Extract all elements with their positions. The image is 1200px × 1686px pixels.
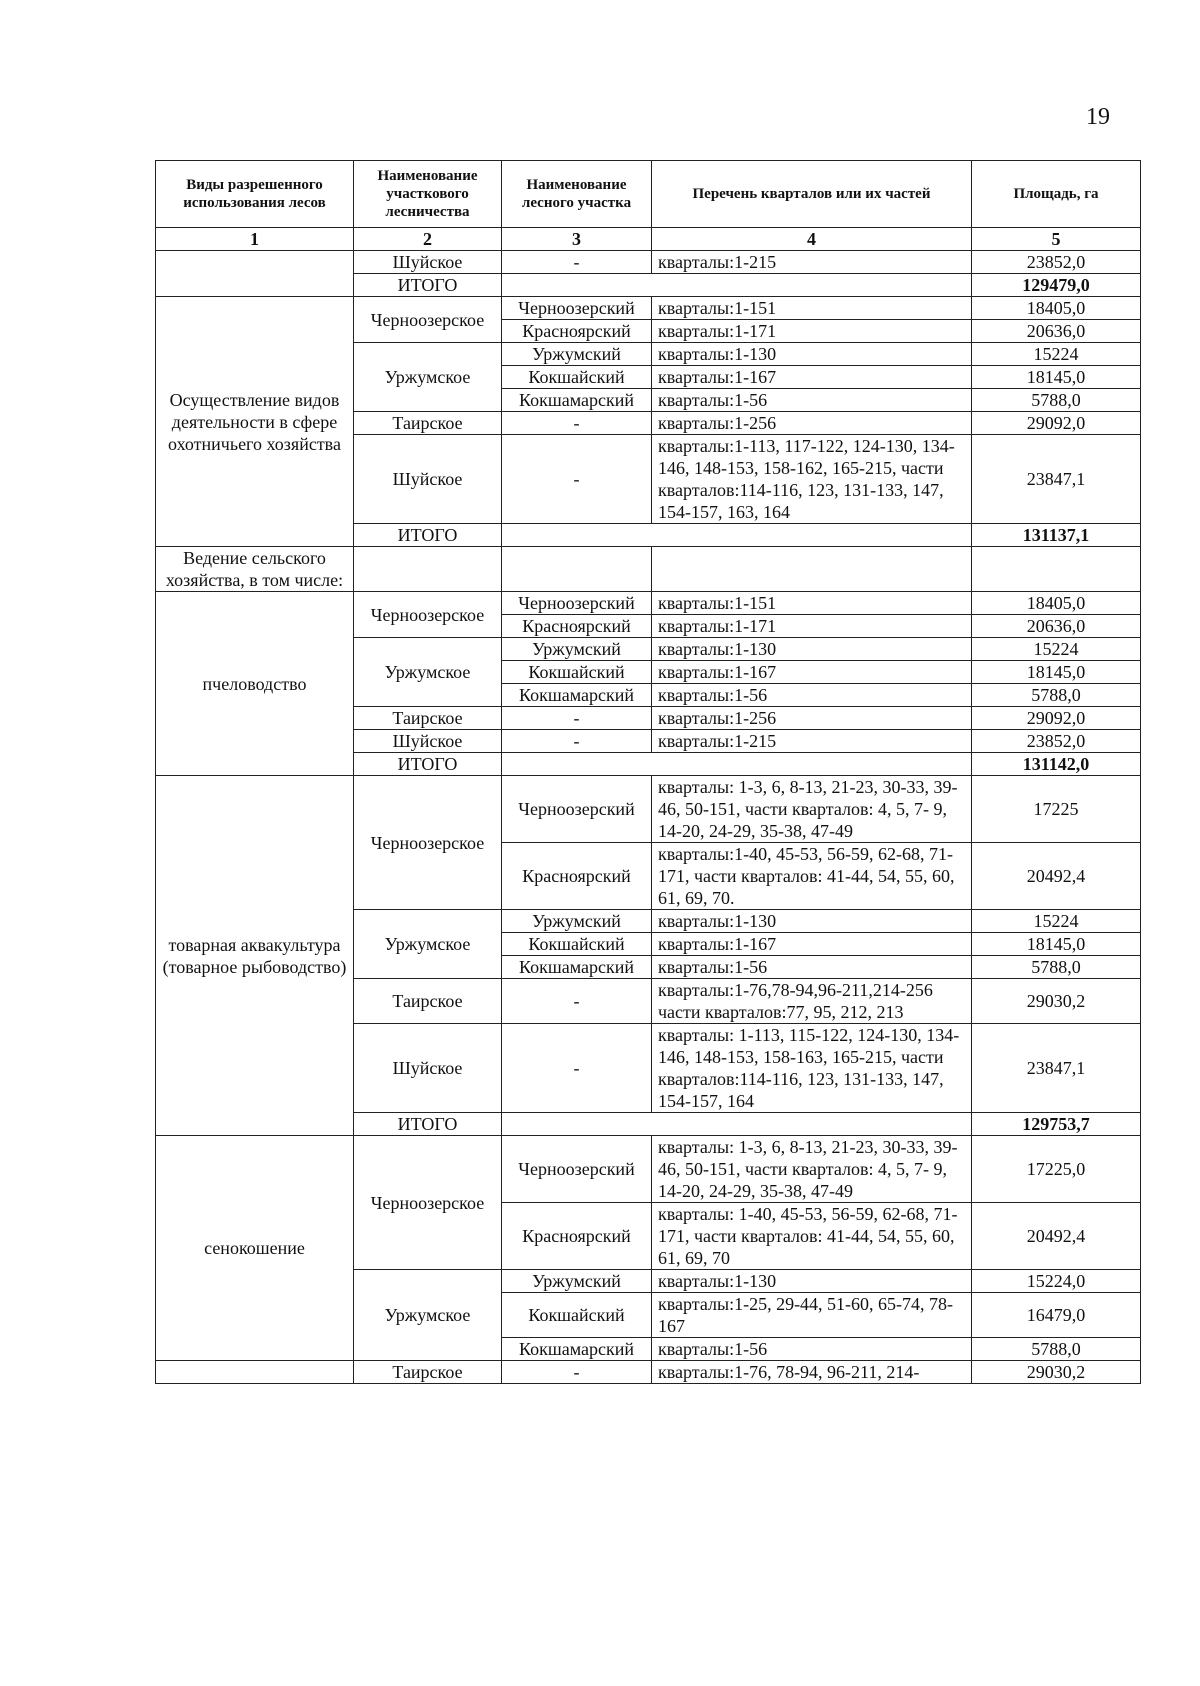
forestry-cell: Черноозерское — [354, 776, 502, 910]
plot-cell: Черноозерский — [502, 297, 652, 320]
quarters-cell: кварталы:1-256 — [652, 412, 972, 435]
forestry-cell: Шуйское — [354, 1024, 502, 1113]
quarters-cell: кварталы:1-76, 78-94, 96-211, 214- — [652, 1361, 972, 1384]
empty-cell — [354, 547, 502, 592]
forestry-cell: Уржумское — [354, 638, 502, 707]
forestry-cell: Черноозерское — [354, 592, 502, 638]
area-cell: 20492,4 — [972, 843, 1141, 910]
area-cell: 5788,0 — [972, 389, 1141, 412]
forestry-cell: Таирское — [354, 707, 502, 730]
empty-cell — [652, 547, 972, 592]
quarters-cell: кварталы:1-256 — [652, 707, 972, 730]
area-cell: 15224 — [972, 910, 1141, 933]
table-row — [156, 547, 1141, 592]
quarters-cell: кварталы:1-215 — [652, 251, 972, 274]
plot-cell: Уржумский — [502, 910, 652, 933]
header-usage-type: Виды разрешенного использования лесов — [156, 161, 354, 228]
forestry-cell: Черноозерское — [354, 1136, 502, 1270]
quarters-cell: кварталы:1-56 — [652, 956, 972, 979]
column-number: 4 — [652, 228, 972, 251]
area-cell: 17225,0 — [972, 1136, 1141, 1203]
total-value: 131142,0 — [972, 753, 1141, 776]
quarters-cell: кварталы:1-171 — [652, 615, 972, 638]
area-cell: 20636,0 — [972, 615, 1141, 638]
header-forestry: Наименование участкового лесничества — [354, 161, 502, 228]
forestry-cell: Шуйское — [354, 435, 502, 524]
area-cell: 17225 — [972, 776, 1141, 843]
forestry-cell: Уржумское — [354, 910, 502, 979]
area-cell: 5788,0 — [972, 956, 1141, 979]
area-cell: 18145,0 — [972, 661, 1141, 684]
table-row — [156, 297, 1141, 320]
area-cell: 16479,0 — [972, 1293, 1141, 1338]
usage-type-cell: товарная аквакультура (товарное рыбоводство) — [156, 776, 354, 1136]
table-row — [156, 1361, 1141, 1384]
area-cell: 23847,1 — [972, 435, 1141, 524]
column-number: 2 — [354, 228, 502, 251]
usage-type-cell: Осуществление видов деятельности в сфере охотничьего хозяйства — [156, 297, 354, 547]
total-label: ИТОГО — [354, 1113, 502, 1136]
area-cell: 29030,2 — [972, 979, 1141, 1024]
total-value: 129753,7 — [972, 1113, 1141, 1136]
plot-cell: Уржумский — [502, 638, 652, 661]
column-number: 5 — [972, 228, 1141, 251]
area-cell: 15224 — [972, 343, 1141, 366]
header-forest-plot: Наименование лесного участка — [502, 161, 652, 228]
quarters-cell: кварталы:1-151 — [652, 592, 972, 615]
plot-cell: Черноозерский — [502, 1136, 652, 1203]
plot-cell: - — [502, 707, 652, 730]
quarters-cell: кварталы:1-167 — [652, 366, 972, 389]
total-label: ИТОГО — [354, 753, 502, 776]
quarters-cell: кварталы:1-56 — [652, 684, 972, 707]
plot-cell: Кокшамарский — [502, 684, 652, 707]
quarters-cell: кварталы:1-167 — [652, 933, 972, 956]
plot-cell: - — [502, 1361, 652, 1384]
plot-cell: Кокшайский — [502, 933, 652, 956]
plot-cell: - — [502, 1024, 652, 1113]
area-cell: 15224 — [972, 638, 1141, 661]
total-value: 131137,1 — [972, 524, 1141, 547]
forestry-cell: Таирское — [354, 1361, 502, 1384]
quarters-cell: кварталы:1-130 — [652, 638, 972, 661]
plot-cell: - — [502, 435, 652, 524]
quarters-cell: кварталы:1-171 — [652, 320, 972, 343]
quarters-cell: кварталы: 1-40, 45-53, 56-59, 62-68, 71-171, части кварталов: 41-44, 54, 55, 60, 61, 69, 70 — [652, 1203, 972, 1270]
empty-cell — [972, 547, 1141, 592]
quarters-cell: кварталы: 1-3, 6, 8-13, 21-23, 30-33, 39-46, 50-151, части кварталов: 4, 5, 7- 9, 14-20, 24-29, 35-38, 47-49 — [652, 1136, 972, 1203]
area-cell: 5788,0 — [972, 1338, 1141, 1361]
area-cell: 29092,0 — [972, 412, 1141, 435]
plot-cell: Черноозерский — [502, 776, 652, 843]
quarters-cell: кварталы:1-76,78-94,96-211,214-256 части кварталов:77, 95, 212, 213 — [652, 979, 972, 1024]
quarters-cell: кварталы:1-25, 29-44, 51-60, 65-74, 78-167 — [652, 1293, 972, 1338]
forestry-cell: Уржумское — [354, 1270, 502, 1361]
empty-cell — [502, 547, 652, 592]
usage-type-cell: пчеловодство — [156, 592, 354, 776]
plot-cell: Уржумский — [502, 343, 652, 366]
empty-cell — [502, 524, 972, 547]
area-cell: 5788,0 — [972, 684, 1141, 707]
usage-type-cell — [156, 1361, 354, 1384]
table-row — [156, 251, 1141, 274]
quarters-cell: кварталы:1-130 — [652, 910, 972, 933]
plot-cell: Кокшайский — [502, 366, 652, 389]
quarters-cell: кварталы:1-151 — [652, 297, 972, 320]
quarters-cell: кварталы:1-40, 45-53, 56-59, 62-68, 71-171, части кварталов: 41-44, 54, 55, 60, 61, 69, 70. — [652, 843, 972, 910]
plot-cell: Красноярский — [502, 1203, 652, 1270]
plot-cell: Уржумский — [502, 1270, 652, 1293]
total-value: 129479,0 — [972, 274, 1141, 297]
area-cell: 18145,0 — [972, 933, 1141, 956]
forest-use-table — [155, 160, 1141, 1384]
table-header-row — [156, 161, 1141, 228]
total-label: ИТОГО — [354, 274, 502, 297]
quarters-cell: кварталы:1-113, 117-122, 124-130, 134-146, 148-153, 158-162, 165-215, части кварталов:114-116, 123, 131-133, 147, 154-157, 163, 164 — [652, 435, 972, 524]
quarters-cell: кварталы:1-215 — [652, 730, 972, 753]
area-cell: 20492,4 — [972, 1203, 1141, 1270]
usage-type-cell: Ведение сельского хозяйства, в том числе: — [156, 547, 354, 592]
area-cell: 23847,1 — [972, 1024, 1141, 1113]
area-cell: 29092,0 — [972, 707, 1141, 730]
quarters-cell: кварталы:1-130 — [652, 343, 972, 366]
empty-cell — [502, 274, 972, 297]
total-label: ИТОГО — [354, 524, 502, 547]
quarters-cell: кварталы: 1-3, 6, 8-13, 21-23, 30-33, 39-46, 50-151, части кварталов: 4, 5, 7- 9, 14-20, 24-29, 35-38, 47-49 — [652, 776, 972, 843]
plot-cell: Кокшамарский — [502, 389, 652, 412]
table-row — [156, 1136, 1141, 1203]
forestry-cell: Таирское — [354, 412, 502, 435]
plot-cell: Черноозерский — [502, 592, 652, 615]
page-number: 19 — [1086, 104, 1110, 130]
plot-cell: Красноярский — [502, 615, 652, 638]
area-cell: 29030,2 — [972, 1361, 1141, 1384]
column-number: 1 — [156, 228, 354, 251]
quarters-cell: кварталы:1-167 — [652, 661, 972, 684]
area-cell: 23852,0 — [972, 251, 1141, 274]
forestry-cell: Уржумское — [354, 343, 502, 412]
plot-cell: - — [502, 412, 652, 435]
header-quarters: Перечень кварталов или их частей — [652, 161, 972, 228]
plot-cell: - — [502, 251, 652, 274]
usage-type-cell: сенокошение — [156, 1136, 354, 1361]
quarters-cell: кварталы:1-56 — [652, 1338, 972, 1361]
area-cell: 18405,0 — [972, 592, 1141, 615]
header-area: Площадь, га — [972, 161, 1141, 228]
plot-cell: Кокшамарский — [502, 956, 652, 979]
quarters-cell: кварталы:1-56 — [652, 389, 972, 412]
area-cell: 23852,0 — [972, 730, 1141, 753]
area-cell: 18145,0 — [972, 366, 1141, 389]
plot-cell: Красноярский — [502, 320, 652, 343]
plot-cell: Кокшамарский — [502, 1338, 652, 1361]
quarters-cell: кварталы:1-130 — [652, 1270, 972, 1293]
area-cell: 18405,0 — [972, 297, 1141, 320]
forestry-cell: Черноозерское — [354, 297, 502, 343]
empty-cell — [502, 1113, 972, 1136]
quarters-cell: кварталы: 1-113, 115-122, 124-130, 134-146, 148-153, 158-163, 165-215, части кварталов:114-116, 123, 131-133, 147, 154-157, 164 — [652, 1024, 972, 1113]
forestry-cell: Таирское — [354, 979, 502, 1024]
forestry-cell: Шуйское — [354, 251, 502, 274]
column-number: 3 — [502, 228, 652, 251]
plot-cell: Кокшайский — [502, 661, 652, 684]
usage-type-cell — [156, 251, 354, 297]
table-row — [156, 592, 1141, 615]
empty-cell — [502, 753, 972, 776]
area-cell: 20636,0 — [972, 320, 1141, 343]
column-number-row — [156, 228, 1141, 251]
forestry-cell: Шуйское — [354, 730, 502, 753]
plot-cell: Кокшайский — [502, 1293, 652, 1338]
plot-cell: - — [502, 979, 652, 1024]
area-cell: 15224,0 — [972, 1270, 1141, 1293]
plot-cell: Красноярский — [502, 843, 652, 910]
table-row — [156, 776, 1141, 843]
plot-cell: - — [502, 730, 652, 753]
